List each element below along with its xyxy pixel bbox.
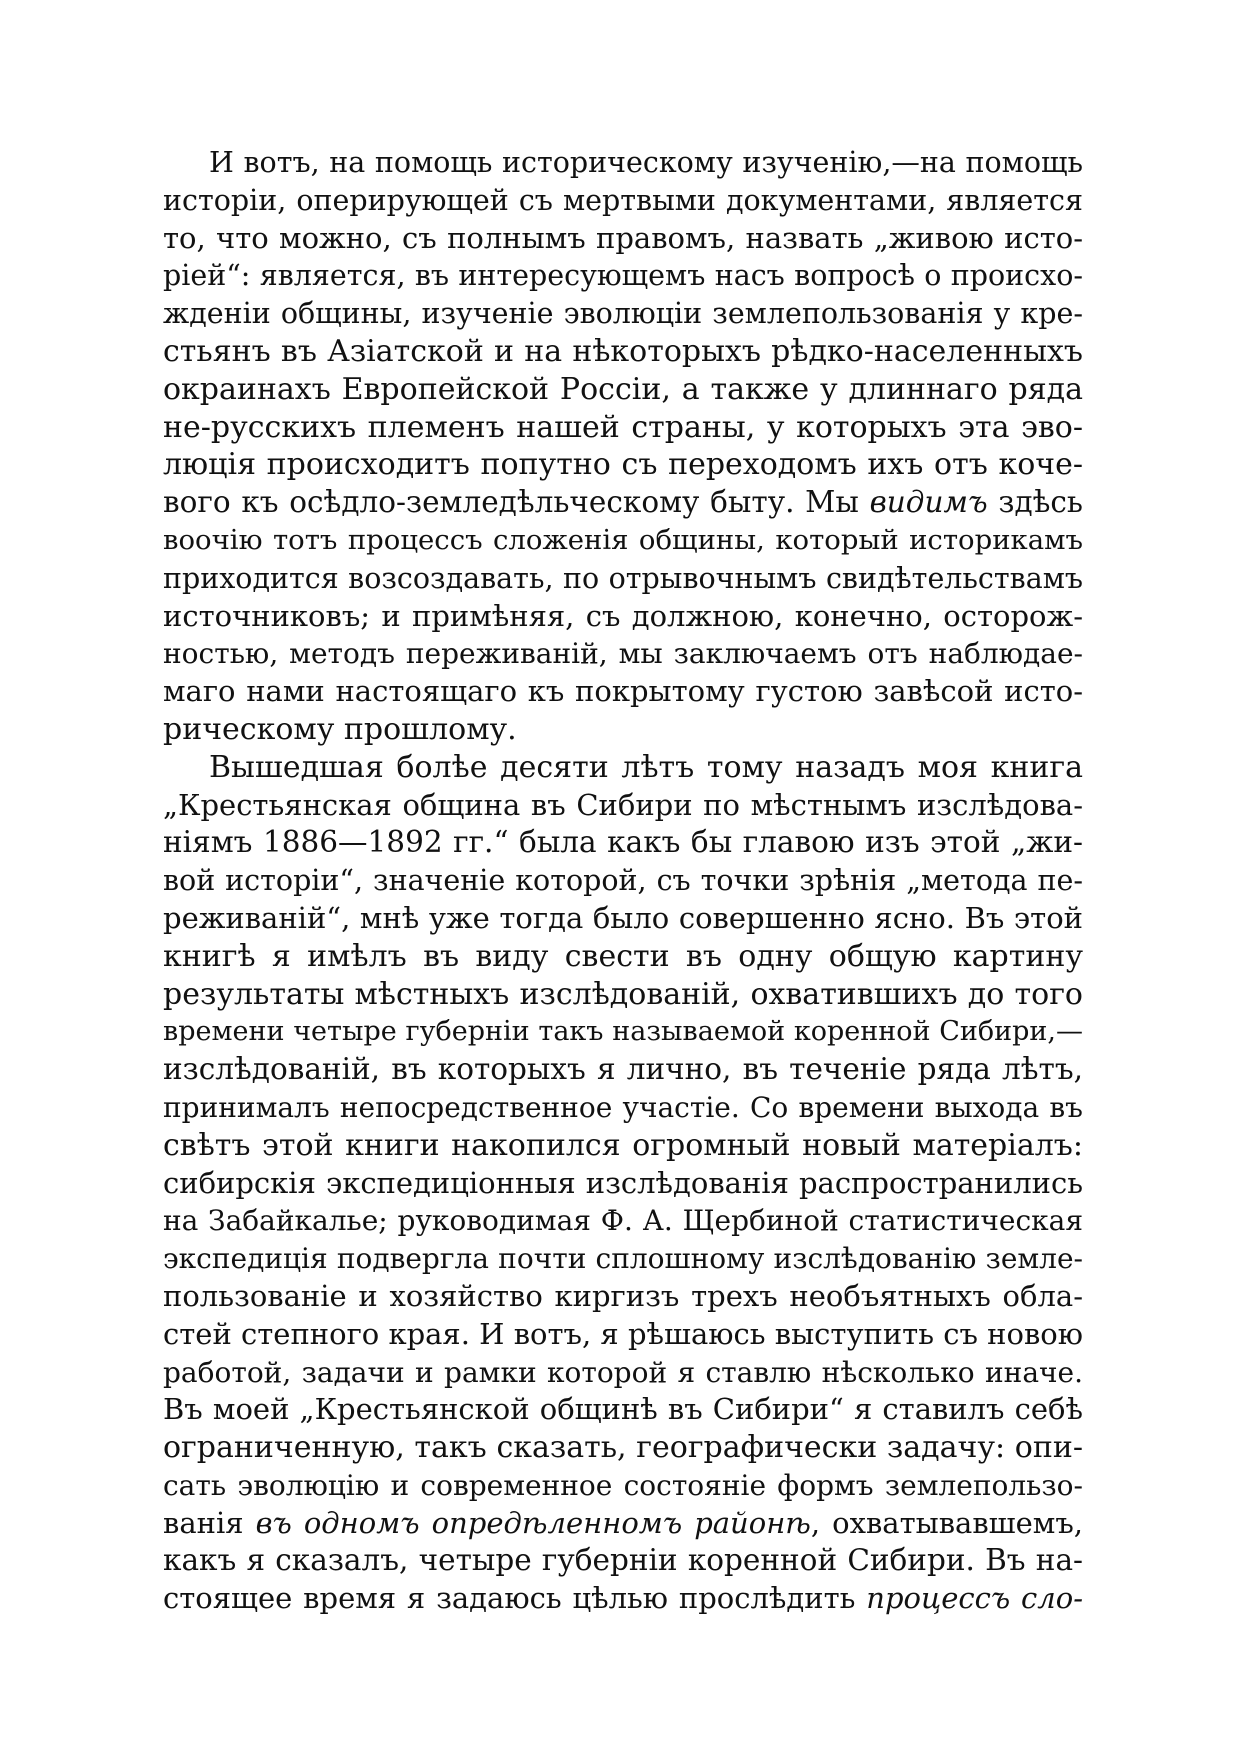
text-line: стьянъ въ Азіатской и на нѣкоторыхъ рѣдко-населенныхъ: [163, 333, 1083, 369]
text-line: реживаній“, мнѣ уже тогда было совершенно ясно. Въ этой: [163, 900, 1083, 935]
text-line: ріей“: является, въ интересующемъ насъ вопросѣ о происхо-: [163, 259, 1083, 293]
paragraph: [163, 144, 1083, 749]
text-line: свѣтъ этой книги накопился огромный новый матеріалъ:: [163, 1127, 1083, 1163]
text-line: какъ я сказалъ, четыре губерніи коренной Сибири. Въ на-: [163, 1543, 1083, 1578]
text-line: [163, 484, 1083, 522]
text-run: стоящее время я задаюсь цѣлью прослѣдить: [163, 1581, 867, 1616]
text-line: люція происходитъ попутно съ переходомъ ихъ отъ коче-: [163, 447, 1083, 483]
text-line: ограниченную, такъ сказать, географически задачу: опи-: [163, 1430, 1083, 1466]
text-line: Въ моей „Крестьянской общинѣ въ Сибири“ я ставилъ себѣ: [163, 1392, 1083, 1427]
text-line: маго нами настоящаго къ покрытому густою завѣсой исто-: [163, 674, 1083, 709]
text-line: работой, задачи и рамки которой я ставлю нѣсколько иначе.: [163, 1355, 1083, 1389]
text-line: сать эволюцію и современное состояніе формъ землепользо-: [163, 1468, 1083, 1502]
text-line: на Забайкалье; руководимая Ф. А. Щербиной статистическая: [163, 1204, 1083, 1238]
text-line: источниковъ; и примѣняя, съ должною, конечно, осторож-: [163, 598, 1083, 633]
text-run: вого къ осѣдло-земледѣльческому быту. Мы: [163, 485, 870, 520]
text-line: принималъ непосредственное участіе. Со времени выхода въ: [163, 1090, 1083, 1124]
italic-text: видимъ: [869, 485, 988, 520]
text-line: книгѣ я имѣлъ въ виду свести въ одну общую картину: [163, 938, 1083, 974]
text-run: , охватывавшемъ,: [810, 1505, 1083, 1540]
text-line: приходится возсоздавать, по отрывочнымъ свидѣтельствамъ: [163, 561, 1083, 595]
body-text: [163, 144, 1083, 1618]
text-line: жденіи общины, изученіе эволюціи землепользованія у кре-: [163, 297, 1083, 331]
text-line: окраинахъ Европейской Россіи, а также у длиннаго ряда: [163, 371, 1083, 407]
text-line: воочію тотъ процессъ сложенія общины, который историкамъ: [163, 523, 1083, 556]
text-line: результаты мѣстныхъ изслѣдованій, охватившихъ до того: [163, 976, 1083, 1012]
text-line: то, что можно, съ полнымъ правомъ, назвать „живою исто-: [163, 220, 1083, 255]
italic-text: въ одномъ опредѣленномъ районѣ: [255, 1505, 811, 1540]
text-line: исторіи, оперирующей съ мертвыми документами, является: [163, 183, 1083, 217]
text-line: экспедиція подвергла почти сплошному изслѣдованію земле-: [163, 1242, 1083, 1276]
text-line: [163, 1505, 1083, 1543]
text-line: Вышедшая болѣе десяти лѣтъ тому назадъ моя книга: [209, 749, 1083, 785]
text-line: И вотъ, на помощь историческому изученію,—на помощь: [209, 146, 1083, 179]
text-line: „Крестьянская община въ Сибири по мѣстнымъ изслѣдова-: [163, 787, 1083, 822]
text-line: пользованіе и хозяйство киргизъ трехъ необъятныхъ обла-: [163, 1278, 1083, 1313]
text-line: времени четыре губерніи такъ называемой коренной Сибири,—: [163, 1016, 1083, 1048]
text-run: ванія: [163, 1505, 256, 1540]
text-line: [163, 1580, 1083, 1618]
text-line: изслѣдованій, въ которыхъ я лично, въ теченіе ряда лѣтъ,: [163, 1052, 1083, 1087]
text-line: ностью, методъ переживаній, мы заключаемъ отъ наблюдае-: [163, 637, 1083, 671]
text-line: не-русскихъ племенъ нашей страны, у которыхъ эта эво-: [163, 409, 1083, 445]
italic-text: процессъ сло-: [866, 1581, 1083, 1616]
text-line: ніямъ 1886—1892 гг.“ была какъ бы главою изъ этой „жи-: [163, 825, 1083, 860]
paragraph: [163, 749, 1083, 1618]
text-line: стей степного края. И вотъ, я рѣшаюсь выступить съ новою: [163, 1316, 1083, 1351]
text-line: вой исторіи“, значеніе которой, съ точки зрѣнія „метода пе-: [163, 864, 1083, 898]
text-line: рическому прошлому.: [163, 711, 517, 747]
text-line: сибирскія экспедиціонныя изслѣдованія распространились: [163, 1165, 1083, 1200]
text-run: здѣсь: [987, 485, 1083, 520]
